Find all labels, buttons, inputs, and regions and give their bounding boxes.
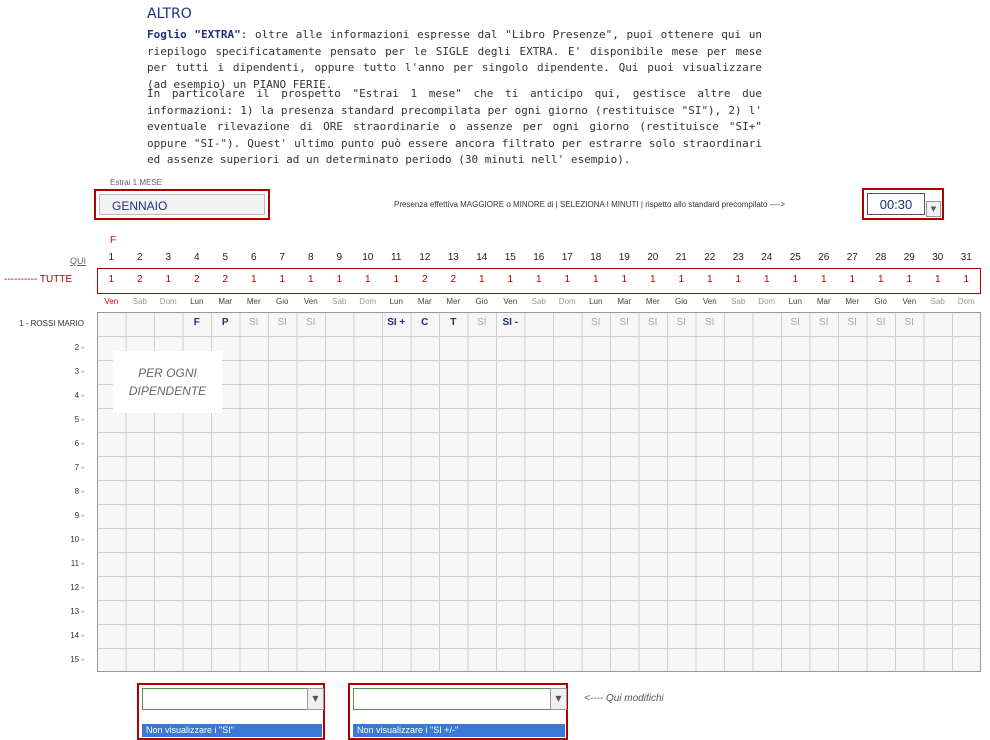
day-number: 20 [647, 252, 659, 263]
employee-row-label: 10 - [70, 535, 84, 544]
qui-link[interactable]: QUI [70, 256, 87, 266]
day-number: 2 [136, 252, 143, 263]
day-count: 1 [621, 274, 628, 285]
day-count: 1 [849, 274, 856, 285]
employee-row-label: 1 - ROSSI MARIO [19, 319, 84, 328]
attendance-cell[interactable]: SI [904, 317, 914, 328]
day-number: 8 [307, 252, 314, 263]
chevron-down-icon: ▼ [555, 694, 562, 703]
day-count: 1 [963, 274, 970, 285]
overlay-line-1: PER OGNI [138, 366, 197, 380]
day-number: 4 [193, 252, 200, 263]
weekday-label: Mar [417, 297, 432, 306]
day-number: 28 [875, 252, 887, 263]
day-count: 2 [193, 274, 200, 285]
day-number: 19 [618, 252, 630, 263]
employee-row-label: 7 - [74, 463, 84, 472]
employee-row-label: 8 - [74, 487, 84, 496]
day-count: 1 [165, 274, 172, 285]
filter-si-plusminus-dropdown-button[interactable] [550, 688, 567, 710]
day-count: 1 [336, 274, 343, 285]
day-count: 1 [592, 274, 599, 285]
day-number: 24 [761, 252, 773, 263]
filter-si-input[interactable] [142, 688, 309, 710]
day-count: 1 [763, 274, 770, 285]
day-count: 1 [706, 274, 713, 285]
attendance-cell[interactable]: SI [876, 317, 886, 328]
chevron-down-icon: ▼ [930, 205, 937, 213]
employee-row-label: 12 - [70, 583, 84, 592]
day-number: 11 [391, 252, 402, 263]
attendance-cell[interactable]: T [450, 317, 457, 328]
day-number: 3 [165, 252, 172, 263]
weekday-label: Lun [589, 297, 603, 306]
employee-row-label: 6 - [74, 439, 84, 448]
day-number: 29 [903, 252, 915, 263]
weekday-label: Ven [702, 297, 717, 306]
day-number: 10 [362, 252, 374, 263]
weekday-label: Lun [389, 297, 403, 306]
weekday-label: Mer [246, 297, 261, 306]
attendance-cell[interactable]: SI [591, 317, 601, 328]
day-number: 31 [960, 252, 972, 263]
day-number: 30 [932, 252, 944, 263]
weekday-label: Dom [359, 297, 377, 306]
tutte-label: ---------- TUTTE [4, 274, 73, 285]
employee-row-label: 2 - [74, 343, 84, 352]
employee-row-label: 15 - [70, 655, 84, 664]
day-number: 17 [561, 252, 573, 263]
threshold-value[interactable]: 00:30 [867, 193, 925, 215]
intro-text: : oltre alle informazioni espresse dal "Libro Presenze", puoi ottenere qui un riepilogo specificatamente pensato per le SIGLE degli EXTRA. E' disponibile mese per mese per tutti i dipendenti, oppure tutto l'anno per singolo dipendente. Qui puoi visualizzare (ad esempio) un PIANO FERIE. [147, 28, 763, 91]
attendance-cell[interactable]: SI [819, 317, 829, 328]
weekday-label: Dom [558, 297, 576, 306]
weekday-label: Mer [446, 297, 461, 306]
weekday-label: Lun [788, 297, 802, 306]
day-number: 26 [818, 252, 830, 263]
weekday-label: Sab [531, 297, 546, 306]
weekday-label: Lun [190, 297, 204, 306]
day-number: 16 [533, 252, 545, 263]
holiday-marker: F [110, 235, 117, 246]
attendance-cell[interactable]: SI [648, 317, 658, 328]
weekday-label: Ven [503, 297, 518, 306]
attendance-cell[interactable]: F [193, 317, 200, 328]
threshold-selector[interactable] [862, 188, 944, 220]
attendance-cell[interactable]: SI [790, 317, 800, 328]
employee-row-label: 14 - [70, 631, 84, 640]
weekday-label: Ven [303, 297, 318, 306]
day-count: 1 [564, 274, 571, 285]
day-count: 1 [108, 274, 115, 285]
weekday-label: Mar [617, 297, 632, 306]
filter-si-option[interactable]: Non visualizzare i "SI" [142, 724, 322, 737]
day-count: 1 [307, 274, 314, 285]
day-count: 1 [820, 274, 827, 285]
day-number: 25 [789, 252, 801, 263]
employee-grid [97, 312, 981, 672]
attendance-cell[interactable]: SI [619, 317, 629, 328]
weekday-label: Dom [159, 297, 177, 306]
weekday-label: Mer [645, 297, 660, 306]
weekday-label: Mar [816, 297, 831, 306]
weekday-label: Dom [957, 297, 975, 306]
weekday-label: Ven [104, 297, 119, 306]
day-count: 1 [877, 274, 884, 285]
day-number: 1 [108, 252, 115, 263]
edit-hint: <---- Qui modifichi [584, 693, 664, 704]
intro-prefix: Foglio "EXTRA" [147, 28, 241, 41]
detail-paragraph: In particolare il prospetto "Estrai 1 mese" che ti anticipo qui, gestisce altre due informazioni: 1) la presenza standard precompilata per ogni giorno (restituisce "SI"), 2) l' eventuale rilevazione di ORE straordinarie o assenze per ogni giorno (restituisce "SI+" oppure "SI-"). Quest' ultimo punto può essere ancora filtrato per estrarre solo straordinari ed assenze superiori ad un determinato periodo (30 minuti nell' esempio). [147, 87, 762, 166]
day-number: 6 [250, 252, 257, 263]
day-number: 5 [222, 252, 229, 263]
attendance-cell[interactable]: SI [847, 317, 857, 328]
overlay-note [113, 351, 222, 413]
day-number: 21 [675, 252, 687, 263]
filter-si-plusminus-input[interactable] [353, 688, 552, 710]
weekday-label: Gio [276, 297, 289, 306]
month-selector[interactable] [94, 189, 270, 220]
employee-row-label: 13 - [70, 607, 84, 616]
day-count: 1 [649, 274, 656, 285]
day-count: 1 [678, 274, 685, 285]
day-count: 1 [250, 274, 257, 285]
day-count: 1 [364, 274, 371, 285]
day-count: 1 [535, 274, 542, 285]
weekday-label: Sab [731, 297, 746, 306]
month-label: Estrai 1 MESE [110, 178, 163, 187]
weekday-label: Gio [874, 297, 887, 306]
day-number: 27 [846, 252, 858, 263]
day-number: 13 [447, 252, 459, 263]
day-number: 18 [590, 252, 602, 263]
attendance-cell[interactable]: SI [277, 317, 287, 328]
filter-si-plusminus-option[interactable]: Non visualizzare i "SI +/-" [353, 724, 565, 737]
chevron-down-icon: ▼ [312, 694, 319, 703]
attendance-cell[interactable]: P [221, 317, 229, 328]
employee-row-label: 11 - [70, 559, 84, 568]
weekday-label: Gio [475, 297, 488, 306]
day-count: 1 [507, 274, 514, 285]
attendance-cell[interactable]: C [421, 317, 429, 328]
weekday-label: Ven [902, 297, 917, 306]
section-heading: ALTRO [147, 6, 192, 22]
threshold-dropdown-button[interactable] [926, 201, 941, 217]
day-number: 14 [476, 252, 488, 263]
day-count: 1 [792, 274, 799, 285]
employee-row-label: 5 - [74, 415, 84, 424]
intro-paragraph [147, 27, 762, 93]
attendance-cell[interactable]: SI [676, 317, 686, 328]
attendance-cell[interactable]: SI [705, 317, 715, 328]
attendance-cell[interactable]: SI + [387, 317, 406, 328]
attendance-cell[interactable]: SI [306, 317, 316, 328]
day-number: 23 [732, 252, 744, 263]
employee-row-label: 9 - [74, 511, 84, 520]
day-count: 1 [934, 274, 941, 285]
day-number: 12 [419, 252, 431, 263]
attendance-cell[interactable]: SI [249, 317, 259, 328]
attendance-cell[interactable]: SI - [502, 317, 519, 328]
day-number: 15 [504, 252, 516, 263]
day-number: 7 [279, 252, 286, 263]
day-count: 1 [279, 274, 286, 285]
day-count: 1 [393, 274, 400, 285]
day-count: 1 [735, 274, 742, 285]
day-count: 1 [906, 274, 913, 285]
day-number: 22 [704, 252, 716, 263]
filter-si-dropdown-button[interactable] [307, 688, 324, 710]
employee-row-label: 4 - [74, 391, 84, 400]
weekday-label: Gio [675, 297, 688, 306]
employee-row-label: 3 - [74, 367, 84, 376]
day-count: 2 [136, 274, 143, 285]
threshold-description: Presenza effettiva MAGGIORE o MINORE di | SELEZIONA I MINUTI | rispetto allo standard precompilato ----> [394, 200, 786, 209]
day-count: 2 [222, 274, 229, 285]
filter-si-plusminus[interactable] [348, 683, 568, 740]
filter-si[interactable] [137, 683, 325, 740]
weekday-label: Dom [758, 297, 776, 306]
weekday-label: Mar [218, 297, 233, 306]
weekday-label: Sab [132, 297, 147, 306]
day-count: 2 [450, 274, 457, 285]
day-count: 2 [421, 274, 428, 285]
month-value[interactable]: GENNAIO [99, 194, 265, 215]
day-number: 9 [336, 252, 343, 263]
weekday-label: Sab [930, 297, 945, 306]
overlay-line-2: DIPENDENTE [128, 384, 207, 398]
weekday-label: Mer [845, 297, 860, 306]
weekday-label: Sab [332, 297, 347, 306]
attendance-cell[interactable]: SI [477, 317, 487, 328]
day-count: 1 [478, 274, 485, 285]
